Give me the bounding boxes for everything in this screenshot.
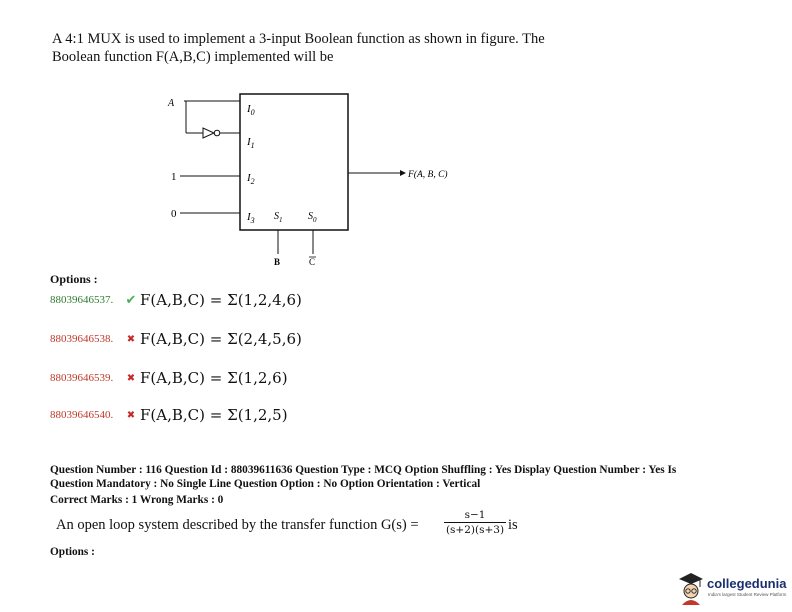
wrong-cross-icon: ✖	[126, 333, 136, 345]
wrong-cross-icon: ✖	[126, 409, 136, 421]
option-4-text: F(A,B,C) = Σ(1,2,5)	[140, 406, 288, 424]
question-meta-line-1: Question Number : 116 Question Id : 88039611636 Question Type : MCQ Option Shuffling : Yes Display Question Number : Yes Is	[50, 464, 677, 476]
not-gate-bubble	[214, 130, 220, 136]
mux-input-i2: $I_2$	[247, 172, 255, 186]
next-question-text-end: is	[508, 517, 518, 533]
input-a-label: A	[168, 98, 175, 109]
mux-input-i3: $I_3$	[247, 211, 255, 225]
next-question-text: An open loop system described by the transfer function G(s) =	[56, 517, 419, 533]
correct-check-icon: ✔	[125, 292, 137, 307]
wrong-cross-icon: ✖	[126, 372, 136, 384]
option-4[interactable]	[50, 406, 288, 424]
mux-select-s1: $S_1$	[274, 211, 283, 224]
mux-input-i1: $I_1$	[247, 136, 255, 150]
option-2-id: 88039646538.	[50, 333, 114, 345]
select-b-label: B	[274, 257, 281, 267]
mux-box	[240, 94, 348, 230]
output-label: F(A, B, C)	[408, 170, 448, 180]
option-3-text: F(A,B,C) = Σ(1,2,6)	[140, 369, 288, 387]
input-1-label: 1	[171, 171, 177, 183]
mux-input-i0: $I_0$	[247, 103, 255, 117]
question-text	[52, 30, 545, 66]
option-2[interactable]	[50, 330, 302, 348]
question-meta-line-2: Question Mandatory : No Single Line Question Option : No Option Orientation : Vertical	[50, 478, 481, 490]
option-2-text: F(A,B,C) = Σ(2,4,5,6)	[140, 330, 302, 348]
transfer-function-fraction	[444, 509, 506, 536]
option-3[interactable]	[50, 369, 288, 387]
input-0-label: 0	[171, 208, 177, 220]
fraction-numerator: s−1	[444, 509, 506, 523]
question-marks: Correct Marks : 1 Wrong Marks : 0	[50, 494, 224, 506]
next-options-title: Options :	[50, 546, 95, 558]
option-1[interactable]	[50, 291, 302, 309]
option-1-id: 88039646537.	[50, 294, 114, 306]
option-4-id: 88039646540.	[50, 409, 114, 421]
question-line-1: A 4:1 MUX is used to implement a 3-input Boolean function as shown in figure. The	[52, 31, 545, 47]
graduate-icon	[677, 571, 705, 605]
question-line-2: Boolean function F(A,B,C) implemented will be	[52, 49, 334, 65]
option-3-id: 88039646539.	[50, 372, 114, 384]
output-arrow	[400, 170, 406, 176]
mux-select-s0: $S_0$	[308, 211, 317, 224]
brand-tagline: India's largest Student Review Platform	[708, 592, 787, 597]
not-gate	[203, 128, 214, 138]
fraction-denominator: (s+2)(s+3)	[445, 524, 505, 536]
select-c-label: C	[309, 257, 316, 267]
brand-name: collegedunia	[707, 576, 787, 591]
collegedunia-logo	[677, 569, 787, 607]
options-title: Options :	[50, 272, 98, 286]
option-1-text: F(A,B,C) = Σ(1,2,4,6)	[140, 291, 302, 309]
